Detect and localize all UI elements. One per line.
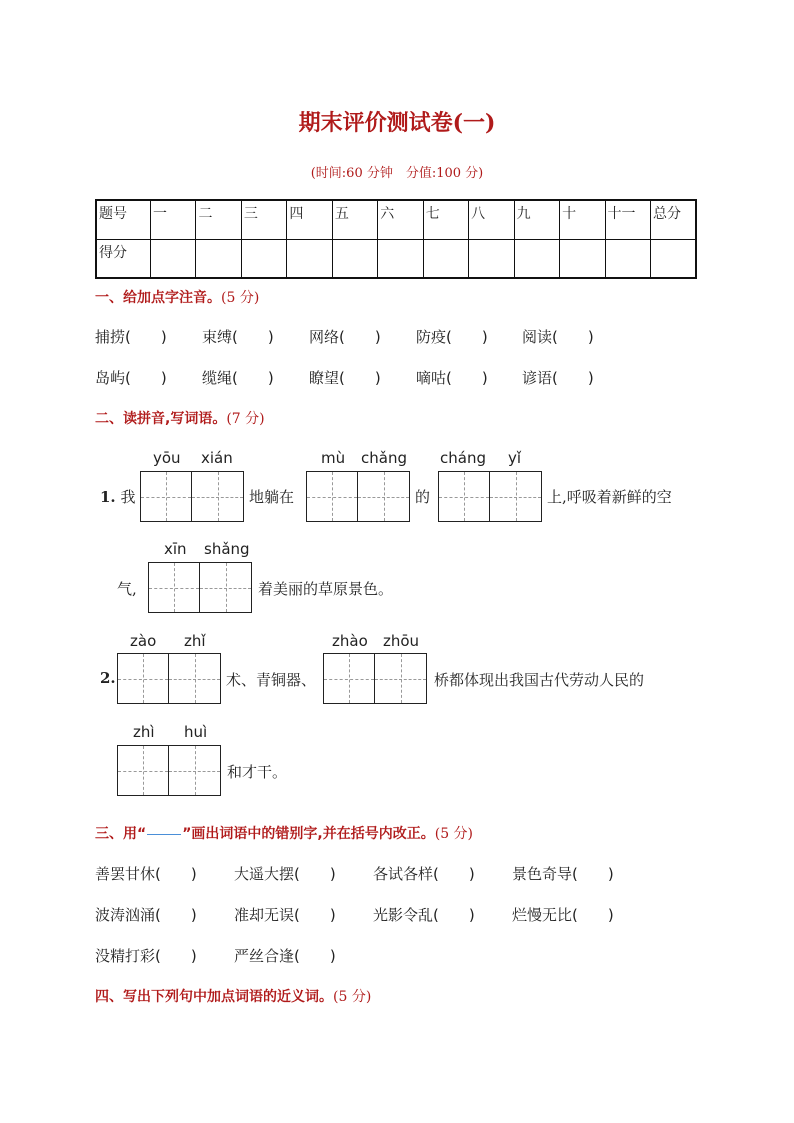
pinyin-label: zào <box>130 632 157 650</box>
section-1-points: (5 分) <box>221 290 260 306</box>
pinyin-label: zhì <box>133 723 155 741</box>
question-1-prefix <box>100 486 135 507</box>
correction-item: 光影令乱( ) <box>373 906 475 924</box>
section-4-heading <box>95 986 371 1006</box>
score-cell-label: 得分 <box>96 239 151 278</box>
question-number: 1. <box>100 488 116 506</box>
score-cell-blank[interactable] <box>196 239 241 278</box>
section-1-heading <box>95 287 259 307</box>
pinyin-label: zhōu <box>383 632 420 650</box>
pinyin-label: xīn <box>164 540 187 558</box>
section-4-heading-text: 四、写出下列句中加点词语的近义词。 <box>95 989 333 1005</box>
score-cell-blank[interactable] <box>605 239 650 278</box>
pinyin-label: huì <box>184 723 208 741</box>
section-2-heading <box>95 408 265 428</box>
score-cell-header: 四 <box>287 200 332 239</box>
section-4-points: (5 分) <box>333 989 372 1005</box>
pinyin-item: 捕捞( ) <box>95 328 167 346</box>
correction-item: 波涛汹涌( ) <box>95 906 197 924</box>
writing-cell[interactable] <box>490 472 541 521</box>
writing-cell[interactable] <box>358 472 409 521</box>
section-1-heading-text: 一、给加点字注音。 <box>95 290 221 306</box>
pinyin-label: chǎng <box>361 449 407 467</box>
page-subtitle: (时间:60 分钟 分值:100 分) <box>310 166 484 181</box>
correction-item: 准却无误( ) <box>234 906 336 924</box>
score-cell-header: 八 <box>469 200 514 239</box>
correction-item: 烂慢无比( ) <box>512 906 614 924</box>
writing-cell[interactable] <box>200 563 251 612</box>
writing-grid[interactable] <box>140 471 244 522</box>
writing-cell[interactable] <box>169 746 220 795</box>
correction-item: 各试各样( ) <box>373 865 475 883</box>
pinyin-item: 阅读( ) <box>522 328 594 346</box>
correction-item: 严丝合逢( ) <box>234 947 336 965</box>
score-cell-blank[interactable] <box>287 239 332 278</box>
question-number: 2. <box>100 669 116 687</box>
question-text: 着美丽的草原景色。 <box>258 580 394 598</box>
pinyin-label: cháng <box>440 449 486 467</box>
section-3-heading <box>95 823 473 843</box>
pinyin-label: xián <box>201 449 233 467</box>
score-cell-header: 三 <box>241 200 286 239</box>
pinyin-label: yǐ <box>508 449 522 467</box>
writing-grid[interactable] <box>306 471 410 522</box>
pinyin-label: yōu <box>153 449 181 467</box>
score-cell-header: 十一 <box>605 200 650 239</box>
writing-cell[interactable] <box>192 472 243 521</box>
section-2-points: (7 分) <box>226 411 265 427</box>
score-cell-blank[interactable] <box>423 239 468 278</box>
pinyin-item: 防疫( ) <box>416 328 488 346</box>
score-table-header-row <box>96 200 696 239</box>
score-cell-blank[interactable] <box>378 239 423 278</box>
writing-cell[interactable] <box>307 472 358 521</box>
score-cell-blank[interactable] <box>560 239 605 278</box>
writing-cell[interactable] <box>375 654 426 703</box>
pinyin-label: zhǐ <box>184 632 206 650</box>
score-cell-header: 十 <box>560 200 605 239</box>
writing-grid[interactable] <box>323 653 427 704</box>
writing-cell[interactable] <box>169 654 220 703</box>
question-text: 气, <box>117 580 137 598</box>
correction-item: 没精打彩( ) <box>95 947 197 965</box>
writing-grid[interactable] <box>117 745 221 796</box>
pinyin-item: 谚语( ) <box>522 369 594 387</box>
score-cell-header: 一 <box>151 200 196 239</box>
pinyin-item: 缆绳( ) <box>202 369 274 387</box>
pinyin-item: 网络( ) <box>309 328 381 346</box>
writing-grid[interactable] <box>148 562 252 613</box>
score-cell-blank[interactable] <box>469 239 514 278</box>
section-3-heading-text: 三、用“ <box>95 826 147 842</box>
writing-cell[interactable] <box>439 472 490 521</box>
correction-item: 大遥大摆( ) <box>234 865 336 883</box>
writing-cell[interactable] <box>149 563 200 612</box>
question-text: 桥都体现出我国古代劳动人民的 <box>434 671 645 689</box>
question-text: 的 <box>415 488 431 506</box>
section-2-heading-text: 二、读拼音,写词语。 <box>95 411 227 427</box>
section-3-heading-text: ”画出词语中的错别字,并在括号内改正。 <box>182 826 435 842</box>
question-text: 我 <box>120 488 136 506</box>
page-title: 期末评价测试卷(一) <box>298 110 496 136</box>
pinyin-label: mù <box>321 449 346 467</box>
score-cell-blank[interactable] <box>241 239 286 278</box>
question-text: 术、青铜器、 <box>226 671 317 689</box>
score-cell-header: 六 <box>378 200 423 239</box>
writing-grid[interactable] <box>438 471 542 522</box>
pinyin-item: 岛屿( ) <box>95 369 167 387</box>
score-cell-blank[interactable] <box>650 239 696 278</box>
writing-cell[interactable] <box>118 746 169 795</box>
writing-cell[interactable] <box>118 654 169 703</box>
underline-sample <box>147 834 181 835</box>
score-cell-header: 二 <box>196 200 241 239</box>
score-table-score-row <box>96 239 696 278</box>
correction-item: 景色奇导( ) <box>512 865 614 883</box>
score-cell-header: 九 <box>514 200 559 239</box>
question-text: 地躺在 <box>249 488 295 506</box>
pinyin-label: zhào <box>332 632 368 650</box>
score-cell-header: 五 <box>332 200 377 239</box>
pinyin-item: 嘀咕( ) <box>416 369 488 387</box>
question-text: 和才干。 <box>227 763 288 781</box>
correction-item: 善罢甘休( ) <box>95 865 197 883</box>
pinyin-label: shǎng <box>204 540 250 558</box>
question-text: 上,呼吸着新鲜的空 <box>547 488 672 506</box>
writing-grid[interactable] <box>117 653 221 704</box>
score-cell-label: 题号 <box>96 200 151 239</box>
pinyin-item: 束缚( ) <box>202 328 274 346</box>
writing-cell[interactable] <box>141 472 192 521</box>
score-cell-header: 七 <box>423 200 468 239</box>
pinyin-item: 瞭望( ) <box>309 369 381 387</box>
writing-cell[interactable] <box>324 654 375 703</box>
score-cell-blank[interactable] <box>514 239 559 278</box>
score-table <box>95 199 697 279</box>
score-cell-blank[interactable] <box>332 239 377 278</box>
score-cell-blank[interactable] <box>151 239 196 278</box>
score-cell-header: 总分 <box>650 200 696 239</box>
section-3-points: (5 分) <box>434 826 474 842</box>
